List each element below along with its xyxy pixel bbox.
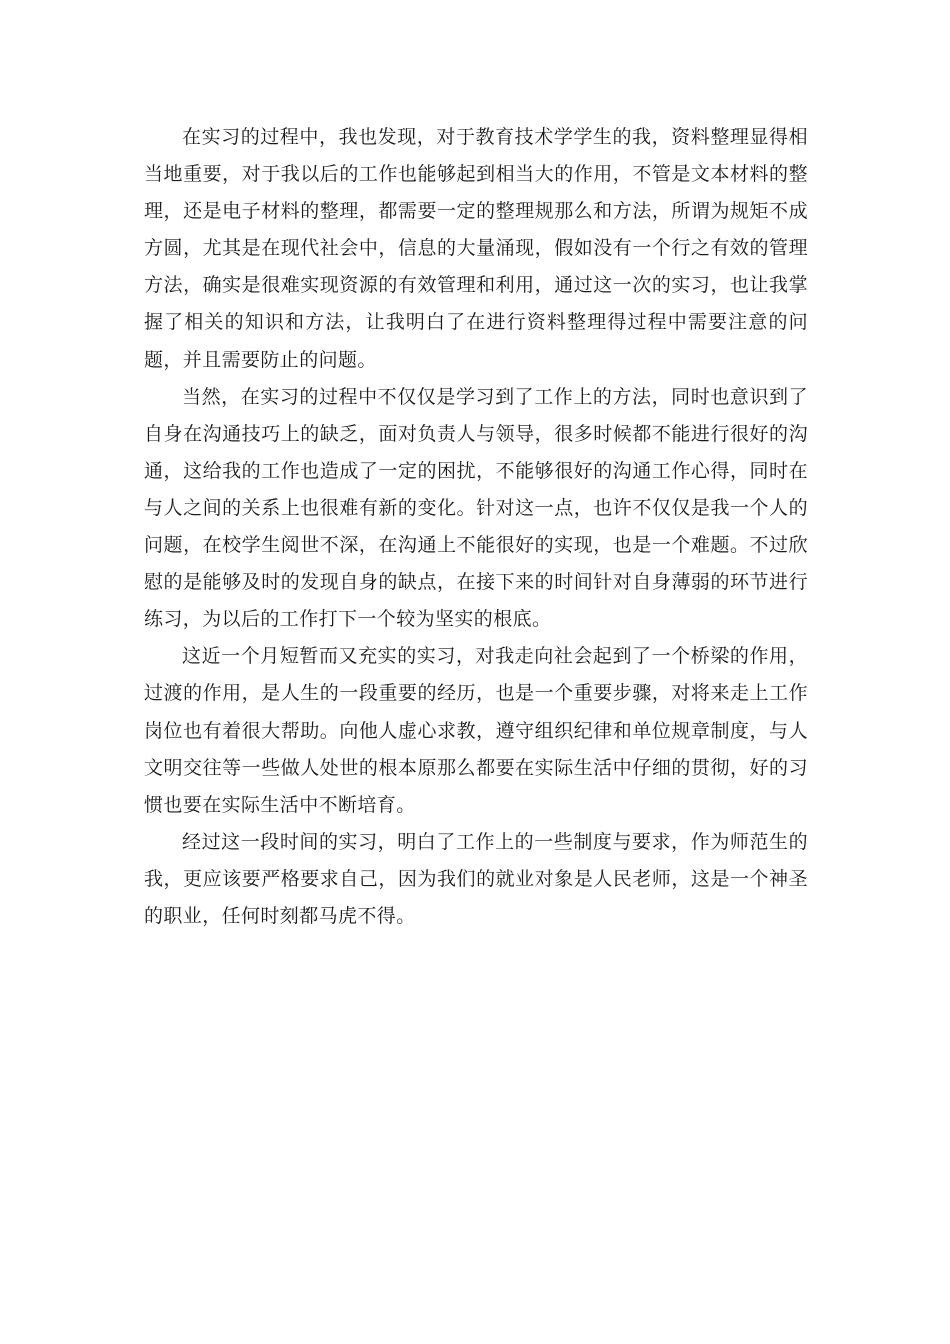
paragraph-1: 在实习的过程中，我也发现，对于教育技术学学生的我，资料整理显得相当地重要，对于我以后的工作也能够起到相当大的作用，不管是文本材料的整理，还是电子材料的整理，都需要一定的整理规那么和方法，所谓为规矩不成方圆，尤其是在现代社会中，信息的大量涌现，假如没有一个行之有效的管理方法，确实是很难实现资源的有效管理和利用，通过这一次的实习，也让我掌握了相关的知识和方法，让我明白了在进行资料整理得过程中需要注意的问题，并且需要防止的问题。 (144, 126, 808, 371)
document-body (144, 119, 808, 935)
paragraph-2: 当然，在实习的过程中不仅仅是学习到了工作上的方法，同时也意识到了自身在沟通技巧上的缺乏，面对负责人与领导，很多时候都不能进行很好的沟通，这给我的工作也造成了一定的困扰，不能够很好的沟通工作心得，同时在与人之间的关系上也很难有新的变化。针对这一点，也许不仅仅是我一个人的问题，在校学生阅世不深，在沟通上不能很好的实现，也是一个难题。不过欣慰的是能够及时的发现自身的缺点，在接下来的时间针对自身薄弱的环节进行练习，为以后的工作打下一个较为坚实的根底。 (144, 385, 808, 631)
paragraph-4: 经过这一段时间的实习，明白了工作上的一些制度与要求，作为师范生的我，更应该要严格要求自己，因为我们的就业对象是人民老师，这是一个神圣的职业，任何时刻都马虎不得。 (144, 830, 808, 927)
paragraph-3: 这近一个月短暂而又充实的实习，对我走向社会起到了一个桥梁的作用，过渡的作用，是人生的一段重要的经历，也是一个重要步骤，对将来走上工作岗位也有着很大帮助。向他人虚心求教，遵守组织纪律和单位规章制度，与人文明交往等一些做人处世的根本原那么都要在实际生活中仔细的贯彻，好的习惯也要在实际生活中不断培育。 (144, 645, 808, 816)
